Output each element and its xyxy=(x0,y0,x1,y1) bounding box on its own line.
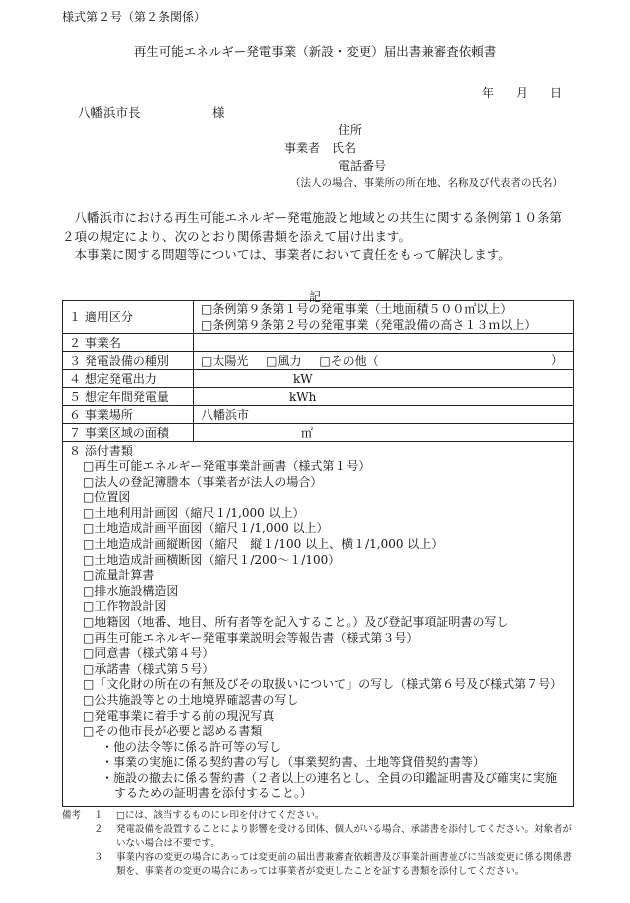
doc-checkbox-location-map[interactable]: □位置図 xyxy=(83,490,131,505)
note-number: １ xyxy=(94,810,104,821)
doc-checkbox-plan[interactable]: □再生可能エネルギー発電事業計画書（様式第１号） xyxy=(83,459,371,473)
note-number: ３ xyxy=(94,852,104,863)
output-unit: kW xyxy=(293,371,313,386)
body-paragraph-1: 八幡浜市における再生可能エネルギー発電施設と地域との共生に関する条例第１０条第２項の規定により、次のとおり関係書類を添えて届け出ます。 xyxy=(62,210,563,244)
doc-checkbox-cultural[interactable]: □「文化財の所在の有無及びその取扱いについて」の写し（様式第６号及び様式第７号） xyxy=(83,677,563,692)
addressee: 八幡浜市長 xyxy=(78,105,141,120)
applicant-phone-label: 電話番号 xyxy=(338,159,387,173)
attachments-cell xyxy=(63,442,574,807)
sub-item-contracts: ・事業の実施に係る契約書の写し（事業契約書、土地等貸借契約書等） xyxy=(101,755,486,770)
sub-item-permits: ・他の法令等に係る許可等の写し xyxy=(101,739,282,754)
sub-item-removal-pledge: ・施設の撤去に係る誓約書（２者以上の連名とし、全員の印鑑証明書及び確実に実施 xyxy=(101,770,558,785)
applicant-name-label: 氏名 xyxy=(332,141,357,155)
equipment-type-options xyxy=(194,352,574,370)
checkbox-option-land-area[interactable]: □条例第９条第１号の発電事業（土地面積５００㎡以上） xyxy=(201,302,513,316)
doc-checkbox-approval[interactable]: □承諾書（様式第５号） xyxy=(83,661,215,676)
doc-checkbox-photos[interactable]: □発電事業に着手する前の現況写真 xyxy=(83,708,275,723)
doc-checkbox-briefing-report[interactable]: □再生可能エネルギー発電事業説明会等報告書（様式第３号） xyxy=(83,630,419,645)
row-project-name xyxy=(63,334,574,352)
note-text: □には、該当するものにレ印を付けてください。 xyxy=(116,810,325,821)
notes-heading: 備考 xyxy=(62,810,82,821)
body-text xyxy=(62,209,574,265)
label-location: ６ 事業場所 xyxy=(63,406,194,424)
project-name-field[interactable] xyxy=(194,334,574,352)
note-number: ２ xyxy=(94,824,104,835)
notes-section xyxy=(62,809,574,879)
date-line xyxy=(482,84,562,101)
doc-checkbox-registry[interactable]: □法人の登記簿謄本（事業者が法人の場合） xyxy=(83,474,323,489)
form-table xyxy=(62,300,574,807)
application-category-options xyxy=(194,301,574,334)
label-annual-generation: ５ 想定年間発電量 xyxy=(63,388,194,406)
doc-checkbox-cross-section[interactable]: □土地造成計画横断図（縮尺１/200～１/100） xyxy=(83,552,341,567)
note-3 xyxy=(62,851,574,879)
date-year: 年 xyxy=(482,86,495,100)
annual-generation-field[interactable] xyxy=(194,388,574,406)
doc-checkbox-flow-calc[interactable]: □流量計算書 xyxy=(83,568,155,583)
sub-item-removal-pledge-cont: するための証明書を添付すること。） xyxy=(114,786,313,801)
ki-heading: 記 xyxy=(308,290,321,304)
row-output xyxy=(63,370,574,388)
doc-checkbox-drainage[interactable]: □排水施設構造図 xyxy=(83,583,179,598)
doc-checkbox-structure[interactable]: □工作物設計図 xyxy=(83,599,167,614)
addressee-honorific: 様 xyxy=(212,105,225,120)
label-area: ７ 事業区域の面積 xyxy=(63,424,194,442)
row-area xyxy=(63,424,574,442)
label-application-category: １ 適用区分 xyxy=(63,301,194,334)
checkbox-option-height[interactable]: □条例第９条第２号の発電事業（発電設備の高さ１３ｍ以上） xyxy=(201,318,537,332)
form-number: 様式第２号（第２条関係） xyxy=(62,10,207,24)
body-paragraph-2: 本事業に関する問題等については、事業者において責任をもって解決します。 xyxy=(74,247,511,262)
annual-generation-unit: kWh xyxy=(289,389,317,404)
area-field[interactable] xyxy=(194,424,574,442)
label-attachments: ８ 添付書類 xyxy=(69,444,133,458)
date-day: 日 xyxy=(550,86,563,100)
row-equipment-type xyxy=(63,352,574,370)
row-annual-generation xyxy=(63,388,574,406)
row-attachments xyxy=(63,442,574,807)
applicant-address-label: 住所 xyxy=(338,123,363,137)
applicant-block xyxy=(284,121,386,175)
doc-checkbox-boundary[interactable]: □公共施設等との土地境界確認書の写し xyxy=(83,692,299,707)
note-2 xyxy=(62,823,574,851)
area-unit: ㎡ xyxy=(301,425,314,440)
doc-checkbox-other[interactable]: □その他市長が必要と認める書類 xyxy=(83,724,263,739)
row-location xyxy=(63,406,574,424)
date-month: 月 xyxy=(516,86,529,100)
doc-checkbox-longitudinal[interactable]: □土地造成計画縦断図（縮尺 縦１/100 以上、横１/1,000 以上） xyxy=(83,536,444,551)
applicant-role: 事業者 xyxy=(284,141,321,155)
label-output: ４ 想定発電出力 xyxy=(63,370,194,388)
doc-checkbox-cadastral[interactable]: □地籍図（地番、地目、所有者等を記入すること。）及び登記事項証明書の写し xyxy=(83,614,509,629)
doc-checkbox-land-use[interactable]: □土地利用計画図（縮尺１/1,000 以上） xyxy=(83,505,305,520)
checkbox-other[interactable]: □その他（ xyxy=(319,353,379,368)
doc-checkbox-consent[interactable]: □同意書（様式第４号） xyxy=(83,646,215,661)
doc-checkbox-plan-view[interactable]: □土地造成計画平面図（縮尺１/1,000 以上） xyxy=(83,521,329,536)
label-equipment-type: ３ 発電設備の種別 xyxy=(63,352,194,370)
output-field[interactable] xyxy=(194,370,574,388)
checkbox-wind[interactable]: □風力 xyxy=(266,353,302,368)
label-project-name: ２ 事業名 xyxy=(63,334,194,352)
other-close-paren: ） xyxy=(550,353,563,367)
row-application-category xyxy=(63,301,574,334)
note-text: 発電設備を設置することにより影響を受ける団体、個人がいる場合、承諾書を添付してください。対象者がいない場合は不要です。 xyxy=(116,824,573,849)
applicant-note: （法人の場合、事業所の所在地、名称及び代表者の氏名） xyxy=(290,177,563,189)
location-field[interactable]: 八幡浜市 xyxy=(194,406,574,424)
checkbox-solar[interactable]: □太陽光 xyxy=(201,353,249,368)
note-text: 事業内容の変更の場合にあっては変更前の届出書兼審査依頼書及び事業計画書並びに当該変更に係る関係書類を、事業者の変更の場合にあっては事業者が変更したことを証する書類を添付してください。 xyxy=(116,852,572,877)
document-title: 再生可能エネルギー発電事業（新設・変更）届出書兼審査依頼書 xyxy=(133,44,497,59)
note-1 xyxy=(62,809,574,823)
applicant-name-line xyxy=(284,139,386,157)
